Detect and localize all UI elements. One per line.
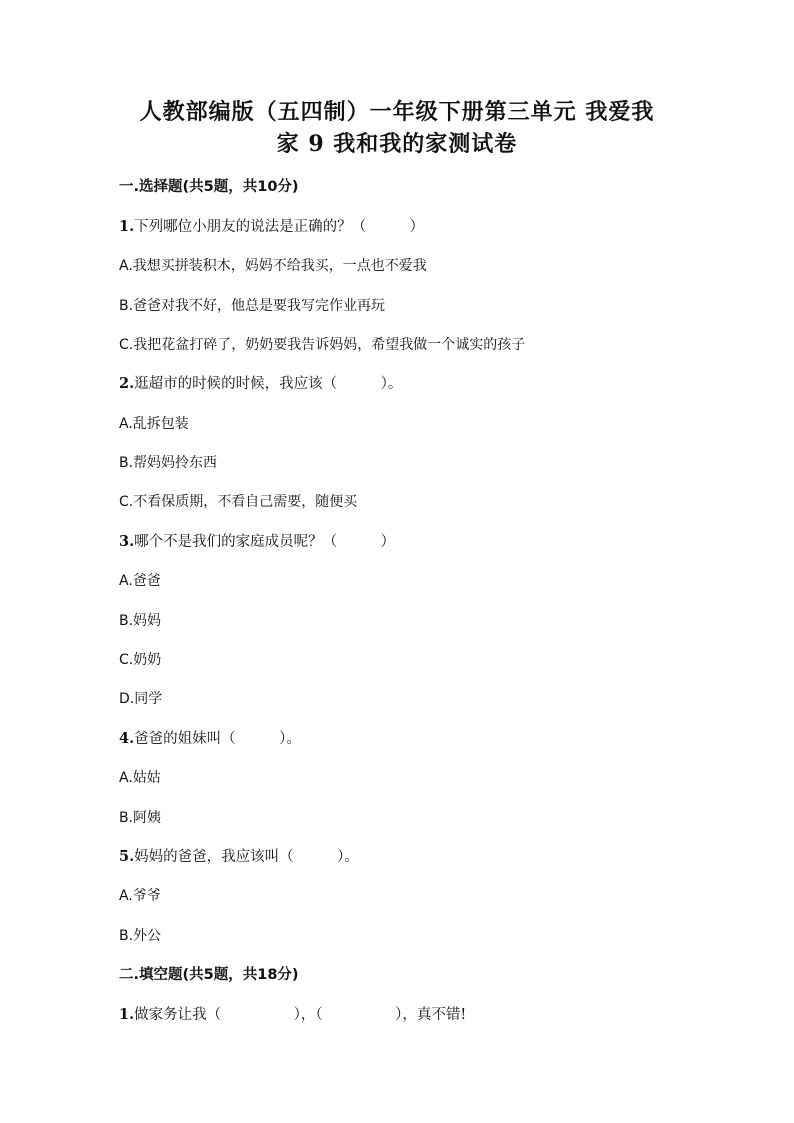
section-heading-choice: 一.选择题(共5题，共10分) — [119, 179, 299, 195]
question-text: 下列哪位小朋友的说法是正确的？（ ） — [134, 219, 425, 235]
question-2 — [119, 374, 402, 394]
question-4 — [119, 729, 301, 749]
question-number: 2. — [119, 375, 135, 392]
option-1b: B.爸爸对我不好，他总是要我写完作业再玩 — [119, 298, 386, 314]
question-5 — [119, 847, 359, 867]
question-text: 做家务让我（ ），（ ），真不错! — [134, 1007, 467, 1023]
question-number: 1. — [119, 218, 135, 235]
section-heading-fill-in: 二.填空题(共5题，共18分) — [119, 967, 299, 983]
question-number: 3. — [119, 533, 135, 550]
question-number: 5. — [119, 848, 135, 865]
option-3b: B.妈妈 — [119, 613, 162, 629]
option-3a: A.爸爸 — [119, 573, 161, 589]
question-text: 妈妈的爸爸，我应该叫（ ）。 — [134, 849, 359, 865]
fill-question-1 — [119, 1005, 466, 1025]
option-2c: C.不看保质期，不看自己需要，随便买 — [119, 494, 358, 510]
question-text: 哪个不是我们的家庭成员呢？（ ） — [134, 534, 396, 550]
option-4b: B.阿姨 — [119, 810, 162, 826]
option-5a: A.爷爷 — [119, 888, 161, 904]
question-1 — [119, 217, 424, 237]
option-5b: B.外公 — [119, 928, 162, 944]
question-number: 4. — [119, 730, 135, 747]
option-2a: A.乱拆包装 — [119, 416, 189, 432]
option-1c: C.我把花盆打碎了，奶奶要我告诉妈妈，希望我做一个诚实的孩子 — [119, 337, 526, 353]
question-text: 逛超市的时候的时候，我应该（ ）。 — [134, 376, 403, 392]
title-line-1: 人教部编版（五四制）一年级下册第三单元 我爱我 — [139, 99, 655, 125]
title-line-2: 家 9 我和我的家测试卷 — [276, 131, 518, 157]
option-2b: B.帮妈妈拎东西 — [119, 455, 218, 471]
option-4a: A.姑姑 — [119, 770, 161, 786]
question-text: 爸爸的姐妹叫（ ）。 — [134, 731, 301, 747]
option-3c: C.奶奶 — [119, 652, 162, 668]
question-number: 1. — [119, 1006, 135, 1023]
question-3 — [119, 532, 395, 552]
option-1a: A.我想买拼装积木，妈妈不给我买，一点也不爱我 — [119, 258, 427, 274]
option-3d: D.同学 — [119, 691, 163, 707]
